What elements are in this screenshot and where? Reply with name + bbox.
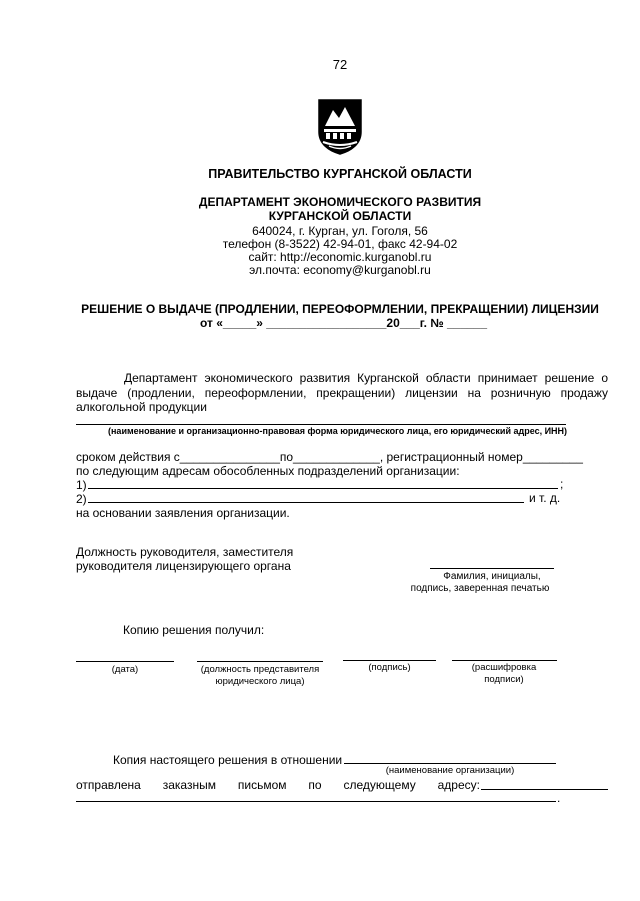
receipt-decoding-caption-line2: подписи) bbox=[484, 674, 524, 685]
coat-of-arms-emblem bbox=[317, 98, 363, 156]
validity-line: сроком действия с_______________по_____________, регистрационный номер_________ bbox=[76, 450, 583, 464]
organization-name-field bbox=[76, 424, 566, 425]
government-name: ПРАВИТЕЛЬСТВО КУРГАНСКОЙ ОБЛАСТИ bbox=[208, 167, 472, 181]
receipt-position-caption-line2: юридического лица) bbox=[215, 676, 305, 687]
receipt-date-field bbox=[76, 661, 174, 662]
copy-sent-word: по bbox=[308, 778, 322, 792]
copy-sent-words bbox=[76, 778, 480, 792]
receipt-date-caption: (дата) bbox=[111, 664, 139, 675]
coat-of-arms-icon bbox=[317, 98, 363, 156]
decision-paragraph-line2: выдаче (продлении, переоформлении, прекращении) лицензии на розничную продажу bbox=[76, 386, 608, 400]
copy-sent-word: заказным bbox=[162, 778, 216, 792]
department-email: эл.почта: economy@kurganobl.ru bbox=[249, 263, 431, 277]
copy-sent-word: адресу: bbox=[437, 778, 480, 792]
addresses-intro: по следующим адресам обособленных подразделений организации: bbox=[76, 464, 460, 478]
department-name-line2: КУРГАНСКОЙ ОБЛАСТИ bbox=[268, 209, 412, 223]
recipient-organization-caption: (наименование организации) bbox=[385, 765, 515, 776]
organization-name-caption: (наименование и организационно-правовая форма юридического лица, его юридический адрес, ИНН) bbox=[108, 426, 568, 436]
decision-paragraph-line3: алкогольной продукции bbox=[76, 400, 207, 414]
copy-received-label: Копию решения получил: bbox=[123, 623, 265, 637]
signature-field bbox=[430, 568, 554, 569]
page-number: 72 bbox=[332, 57, 348, 72]
receipt-decoding-field bbox=[452, 660, 557, 661]
signatory-position-line2: руководителя лицензирующего органа bbox=[76, 559, 291, 573]
recipient-address-field-1 bbox=[481, 789, 608, 790]
decision-title: РЕШЕНИЕ О ВЫДАЧЕ (ПРОДЛЕНИИ, ПЕРЕОФОРМЛЕНИИ, ПРЕКРАЩЕНИИ) ЛИЦЕНЗИИ bbox=[81, 302, 599, 316]
recipient-address-end: . bbox=[557, 791, 561, 805]
recipient-address-field-2 bbox=[76, 801, 556, 802]
receipt-signature-field bbox=[343, 660, 436, 661]
address-item-1-number: 1) bbox=[76, 478, 87, 492]
signature-caption-line1: Фамилия, инициалы, bbox=[443, 571, 541, 582]
copy-sent-word: следующему bbox=[343, 778, 416, 792]
signatory-position-line1: Должность руководителя, заместителя bbox=[76, 545, 294, 559]
copy-sent-word: письмом bbox=[237, 778, 287, 792]
copy-sent-line1: Копия настоящего решения в отношении bbox=[113, 753, 343, 767]
copy-sent-word: отправлена bbox=[76, 778, 141, 792]
department-name-line1: ДЕПАРТАМЕНТ ЭКОНОМИЧЕСКОГО РАЗВИТИЯ bbox=[198, 195, 482, 209]
decision-date-line: от «_____» __________________20___г. № ______ bbox=[200, 316, 488, 330]
address-item-2-number: 2) bbox=[76, 492, 87, 506]
recipient-organization-field bbox=[344, 763, 556, 764]
receipt-position-caption-line1: (должность представителя bbox=[200, 664, 320, 675]
decision-paragraph-line1: Департамент экономического развития Курганской области принимает решение о bbox=[124, 371, 608, 385]
department-phone: телефон (8-3522) 42-94-01, факс 42-94-02 bbox=[222, 237, 458, 251]
address-item-1-field bbox=[88, 488, 558, 489]
receipt-decoding-caption-line1: (расшифровка bbox=[471, 662, 537, 673]
basis-text: на основании заявления организации. bbox=[76, 506, 290, 520]
receipt-signature-caption: (подпись) bbox=[368, 662, 411, 673]
department-site: сайт: http://economic.kurganobl.ru bbox=[248, 250, 432, 264]
address-item-2-end: и т. д. bbox=[529, 491, 561, 505]
address-item-1-end: ; bbox=[560, 477, 564, 491]
signature-caption-line2: подпись, заверенная печатью bbox=[410, 583, 550, 594]
address-item-2-field bbox=[88, 502, 524, 503]
receipt-position-field bbox=[197, 661, 323, 662]
department-address: 640024, г. Курган, ул. Гоголя, 56 bbox=[252, 224, 428, 238]
